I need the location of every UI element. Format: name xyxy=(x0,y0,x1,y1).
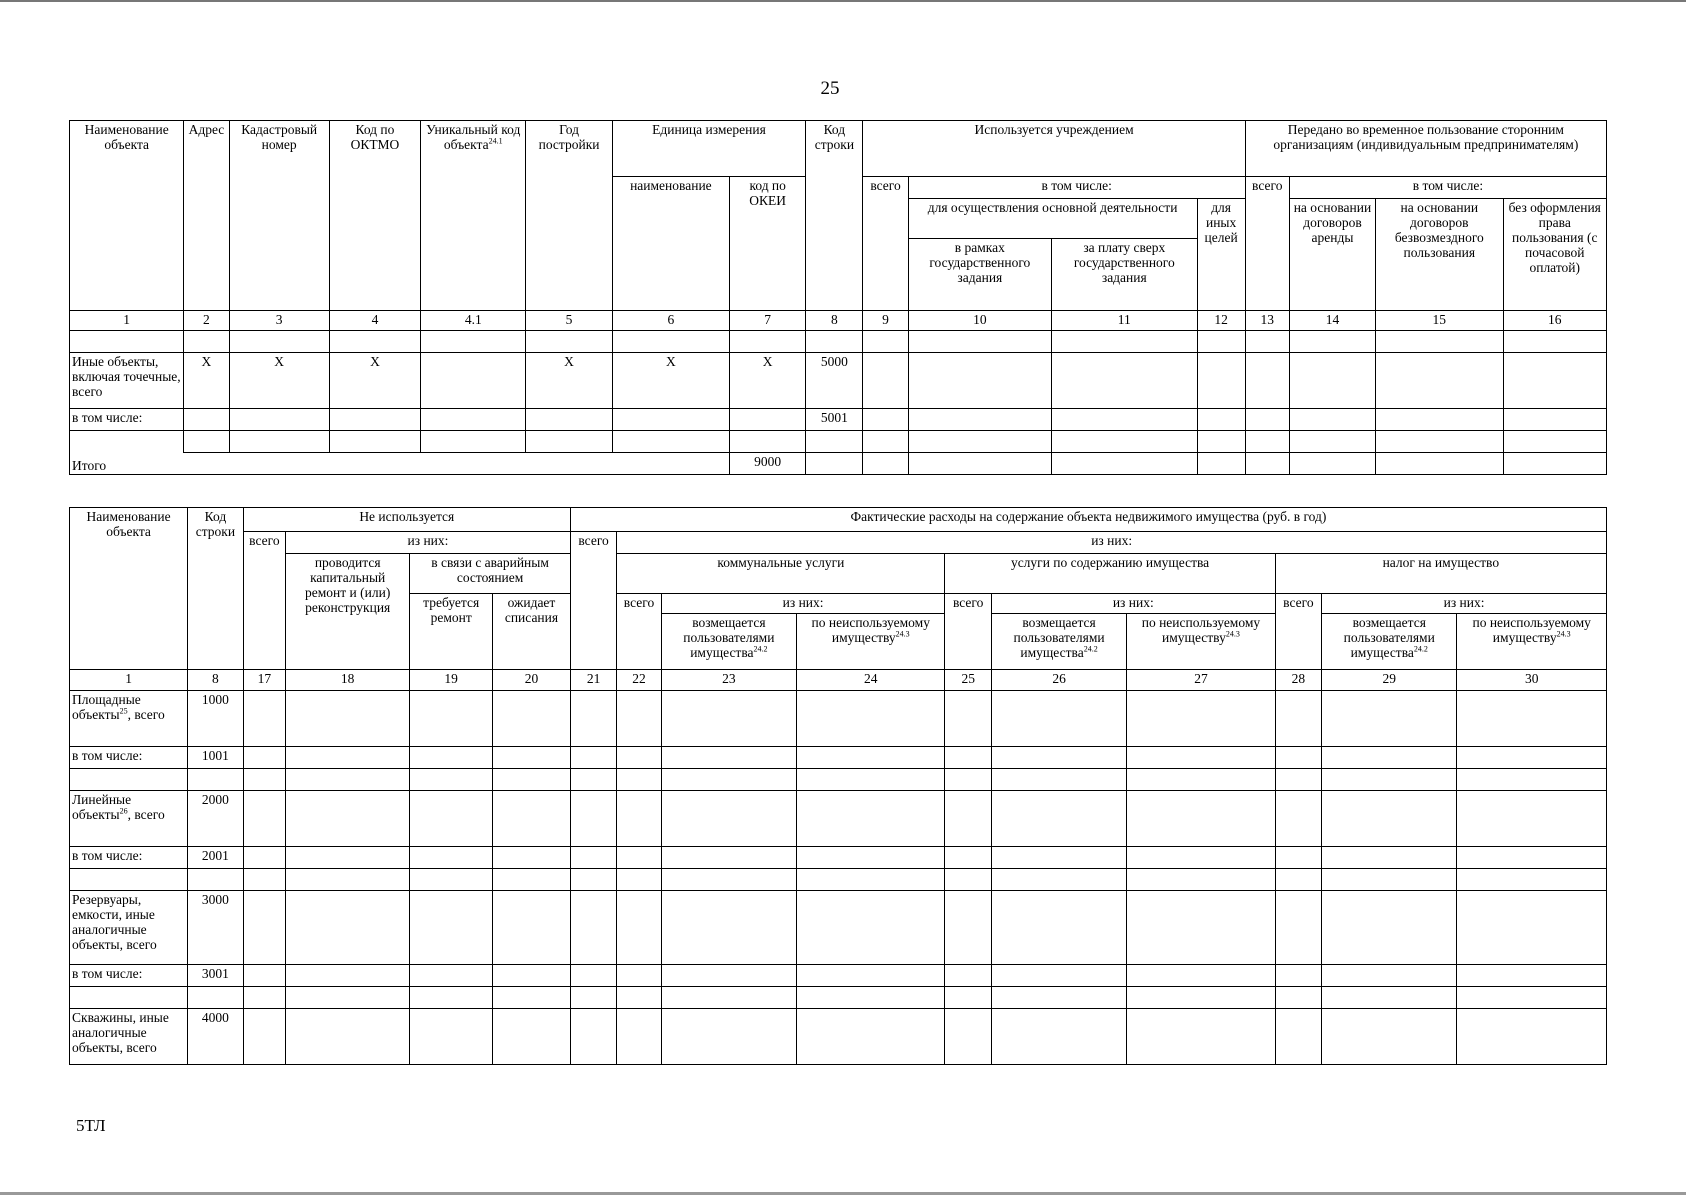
t2-row-area-sup: 25 xyxy=(119,706,128,716)
t1-x-mark: X xyxy=(612,353,729,409)
t2-row-wells-name: Скважины, иные аналогичные объекты, всего xyxy=(70,1009,188,1065)
t2-h-name: Наименование объекта xyxy=(70,508,188,670)
t2-row-area-text: Площадные объекты xyxy=(72,692,141,722)
t1-h-unique-text: Уникальный код объекта xyxy=(426,122,521,152)
t1-colnum: 13 xyxy=(1245,311,1289,331)
t2-row-linear xyxy=(70,791,1607,847)
t1-h-name: Наименование объекта xyxy=(70,121,184,311)
t2-row-tanks-incl-code: 3001 xyxy=(188,965,244,987)
t2-colnum: 19 xyxy=(410,670,493,691)
t2-row-linear-name xyxy=(70,791,188,847)
t2-h-reimbursed-text: возмещается пользователями имущества xyxy=(1013,615,1105,660)
t2-colnum: 27 xyxy=(1127,670,1275,691)
t1-h-other: для иных целей xyxy=(1197,199,1245,311)
t1-row-other xyxy=(70,353,1607,409)
t2-h-reimbursed-text: возмещается пользователями имущества xyxy=(683,615,775,660)
t1-colnum: 14 xyxy=(1289,311,1375,331)
t1-row-total-code: 9000 xyxy=(730,453,806,475)
t2-h-util-total: всего xyxy=(617,594,661,670)
t2-h-unused-sup: 24.3 xyxy=(1556,629,1571,639)
t2-h-unused-sup: 24.3 xyxy=(1225,629,1240,639)
top-scan-edge xyxy=(0,0,1686,2)
t1-h-cadastral: Кадастровый номер xyxy=(229,121,329,311)
t2-colnum: 1 xyxy=(70,670,188,691)
t2-h-util-of: из них: xyxy=(661,594,945,614)
t2-h-unused xyxy=(1457,614,1607,670)
t1-colnum: 6 xyxy=(612,311,729,331)
t2-colnum: 29 xyxy=(1322,670,1457,691)
t2-h-reimbursed-sup: 24.2 xyxy=(753,644,768,654)
t1-colnum: 7 xyxy=(730,311,806,331)
t2-h-maint-of: из них: xyxy=(991,594,1275,614)
t2-row-linear-incl xyxy=(70,847,1607,869)
t1-x-mark: X xyxy=(229,353,329,409)
t1-row-incl-code: 5001 xyxy=(806,409,863,431)
t2-h-notused-total: всего xyxy=(243,532,285,670)
t1-h-state-task: в рамках государственного задания xyxy=(908,239,1051,311)
t1-colnum: 11 xyxy=(1052,311,1197,331)
t1-colnum: 8 xyxy=(806,311,863,331)
t1-colnum-row xyxy=(70,311,1607,331)
t1-colnum: 15 xyxy=(1376,311,1503,331)
t2-h-exp-total: всего xyxy=(570,532,616,670)
t2-h-maint-total: всего xyxy=(945,594,991,670)
t1-h-unit: Единица измерения xyxy=(612,121,806,177)
t1-colnum: 1 xyxy=(70,311,184,331)
t2-colnum: 22 xyxy=(617,670,661,691)
t2-row-area-incl-code: 1001 xyxy=(188,747,244,769)
t1-h-free: на основании договоров безвозмездного пользования xyxy=(1376,199,1503,311)
t1-h-oktmo: Код по ОКТМО xyxy=(329,121,420,311)
t1-h-year: Год постройки xyxy=(526,121,612,311)
t2-h-unused-text: по неиспользуемому имуществу xyxy=(811,615,930,645)
t2-h-unused-sup: 24.3 xyxy=(895,629,910,639)
bottom-scan-edge xyxy=(0,1192,1686,1195)
t1-x-mark: X xyxy=(730,353,806,409)
t1-empty-row xyxy=(70,331,1607,353)
t2-h-reimbursed-text: возмещается пользователями имущества xyxy=(1343,615,1435,660)
t2-row-area xyxy=(70,691,1607,747)
t2-row-linear-suffix: , всего xyxy=(127,807,165,822)
t2-h-notused: Не используется xyxy=(243,508,570,532)
t1-colnum: 4.1 xyxy=(421,311,526,331)
t2-h-reimbursed xyxy=(991,614,1126,670)
t1-h-transf-total: всего xyxy=(1245,177,1289,311)
t2-row-incl-name: в том числе: xyxy=(70,747,188,769)
t1-colnum: 4 xyxy=(329,311,420,331)
property-usage-table xyxy=(69,120,1607,475)
t2-colnum: 26 xyxy=(991,670,1126,691)
t1-h-used-total: всего xyxy=(863,177,908,311)
t2-h-notused-of: из них: xyxy=(286,532,571,554)
t2-row-blank xyxy=(70,869,1607,891)
t2-row-blank xyxy=(70,987,1607,1009)
t2-row-area-name xyxy=(70,691,188,747)
t1-h-lease: на основании договоров аренды xyxy=(1289,199,1375,311)
t2-colnum: 24 xyxy=(797,670,945,691)
t1-colnum: 2 xyxy=(184,311,229,331)
t1-cell xyxy=(421,353,526,409)
t1-row-incl-name: в том числе: xyxy=(70,409,184,431)
t2-h-tax-of: из них: xyxy=(1322,594,1607,614)
t2-row-incl-name: в том числе: xyxy=(70,847,188,869)
t2-h-tax: налог на имущество xyxy=(1275,554,1606,594)
t2-h-exp-of: из них: xyxy=(617,532,1607,554)
t2-h-emergency: в связи с аварийным состоянием xyxy=(410,554,571,594)
form-code: 5ТЛ xyxy=(76,1116,106,1135)
t1-row-other-name: Иные объекты, включая точечные, всего xyxy=(70,353,184,409)
t1-colnum: 3 xyxy=(229,311,329,331)
t1-row-blank xyxy=(70,431,1607,453)
t1-x-mark: X xyxy=(184,353,229,409)
t2-h-unused-text: по неиспользуемому имуществу xyxy=(1141,615,1261,645)
t1-h-unique-sup: 24.1 xyxy=(488,136,503,146)
t1-h-transf-incl: в том числе: xyxy=(1289,177,1606,199)
property-expenses-table xyxy=(69,507,1607,1065)
t1-row-incl xyxy=(70,409,1607,431)
t2-row-area-suffix: , всего xyxy=(127,707,165,722)
t2-colnum: 20 xyxy=(493,670,571,691)
t2-h-utilities: коммунальные услуги xyxy=(617,554,945,594)
t1-h-address: Адрес xyxy=(184,121,229,311)
t2-row-tanks-name: Резервуары, емкости, иные аналогичные объекты, всего xyxy=(70,891,188,965)
page-number: 25 xyxy=(820,78,840,99)
t2-colnum-row xyxy=(70,670,1607,691)
t1-row-total-name: Итого xyxy=(70,453,730,475)
t1-colnum: 12 xyxy=(1197,311,1245,331)
t1-h-transferred: Передано во временное пользование сторонним организациям (индивидуальным предпринимателям) xyxy=(1245,121,1606,177)
t2-row-area-code: 1000 xyxy=(188,691,244,747)
t2-h-maintenance: услуги по содержанию имущества xyxy=(945,554,1275,594)
t2-colnum: 18 xyxy=(286,670,410,691)
t1-h-code: Код строки xyxy=(806,121,863,311)
t1-colnum: 16 xyxy=(1503,311,1607,331)
t2-row-wells-code: 4000 xyxy=(188,1009,244,1065)
t2-h-unused-text: по неиспользуемому имуществу xyxy=(1472,615,1591,645)
t1-colnum: 10 xyxy=(908,311,1051,331)
t2-h-repair: проводится капитальный ремонт и (или) реконструкция xyxy=(286,554,410,670)
t2-colnum: 23 xyxy=(661,670,796,691)
t2-h-tax-total: всего xyxy=(1275,594,1321,670)
t1-colnum: 9 xyxy=(863,311,908,331)
t1-h-used: Используется учреждением xyxy=(863,121,1245,177)
t2-h-reimbursed-sup: 24.2 xyxy=(1083,644,1098,654)
t2-colnum: 30 xyxy=(1457,670,1607,691)
t1-colnum: 5 xyxy=(526,311,612,331)
t2-row-tanks-incl xyxy=(70,965,1607,987)
t2-h-needs-repair: требуется ремонт xyxy=(410,594,493,670)
t2-row-linear-sup: 26 xyxy=(119,806,128,816)
t2-row-tanks-code: 3000 xyxy=(188,891,244,965)
t2-colnum: 17 xyxy=(243,670,285,691)
t1-h-unit-okei: код по ОКЕИ xyxy=(730,177,806,311)
t2-h-expenses: Фактические расходы на содержание объекта недвижимого имущества (руб. в год) xyxy=(570,508,1606,532)
t1-x-mark: X xyxy=(329,353,420,409)
t2-colnum: 25 xyxy=(945,670,991,691)
t1-h-unique xyxy=(421,121,526,311)
t1-h-paid: за плату сверх государственного задания xyxy=(1052,239,1197,311)
t2-colnum: 8 xyxy=(188,670,244,691)
t1-row-other-code: 5000 xyxy=(806,353,863,409)
t2-h-unused xyxy=(1127,614,1275,670)
t2-h-unused xyxy=(797,614,945,670)
t1-h-used-incl: в том числе: xyxy=(908,177,1245,199)
t2-h-reimbursed xyxy=(661,614,796,670)
t2-row-linear-code: 2000 xyxy=(188,791,244,847)
t2-h-reimbursed-sup: 24.2 xyxy=(1413,644,1428,654)
t2-h-awaits: ожидает списания xyxy=(493,594,571,670)
t2-colnum: 21 xyxy=(570,670,616,691)
t2-row-incl-name: в том числе: xyxy=(70,965,188,987)
t2-row-wells xyxy=(70,1009,1607,1065)
t1-row-total xyxy=(70,453,1607,475)
t2-row-blank xyxy=(70,769,1607,791)
t1-h-unit-name: наименование xyxy=(612,177,729,311)
t2-row-area-incl xyxy=(70,747,1607,769)
t2-row-tanks xyxy=(70,891,1607,965)
t2-h-code: Код строки xyxy=(188,508,244,670)
t1-x-mark: X xyxy=(526,353,612,409)
t2-h-reimbursed xyxy=(1322,614,1457,670)
t2-row-linear-incl-code: 2001 xyxy=(188,847,244,869)
t2-row-linear-text: Линейные объекты xyxy=(72,792,132,822)
t1-h-norights: без оформления права пользования (с почасовой оплатой) xyxy=(1503,199,1607,311)
t1-h-main: для осуществления основной деятельности xyxy=(908,199,1197,239)
t2-colnum: 28 xyxy=(1275,670,1321,691)
